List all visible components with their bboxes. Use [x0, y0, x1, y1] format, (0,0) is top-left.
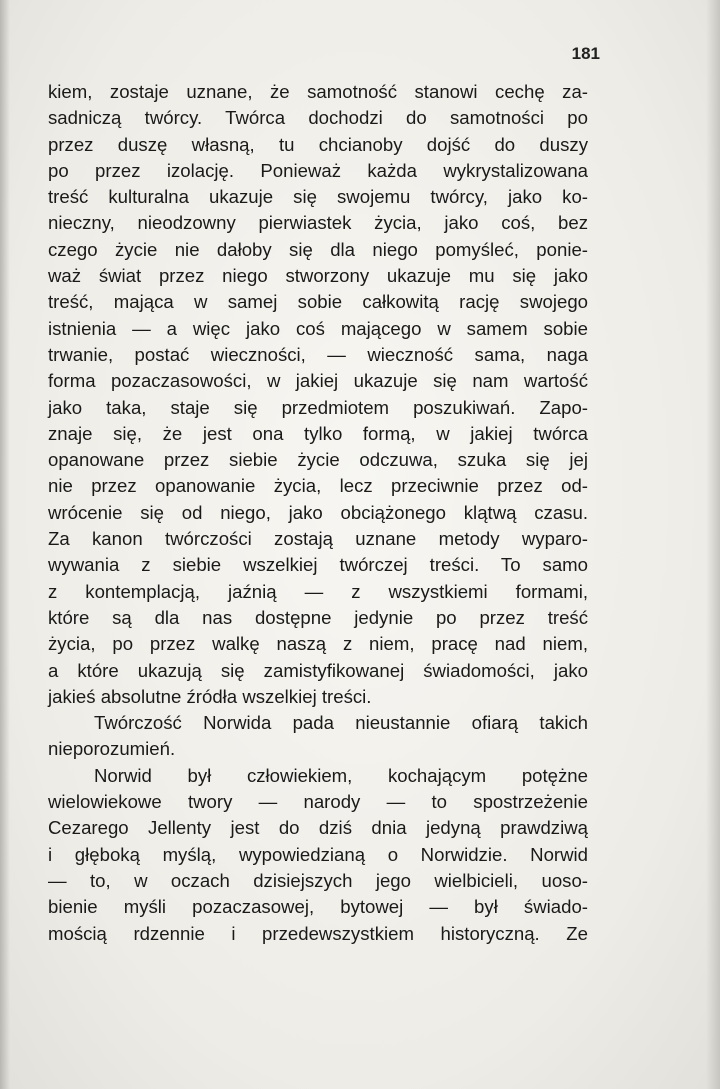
text-line: jakieś absolutne źródła wszelkiej treści. [48, 685, 372, 707]
text-line: nie przez opanowanie życia, lecz przeciwnie przez od- [48, 475, 588, 497]
text-line: mością rdzennie i przedewszystkiem historyczną. Ze [48, 922, 588, 944]
text-line: Cezarego Jellenty jest do dziś dnia jedyną prawdziwą [48, 817, 588, 839]
text-line: nieczny, nieodzowny pierwiastek życia, jako coś, bez [48, 212, 588, 234]
text-line: trwanie, postać wieczności, — wieczność sama, naga [48, 343, 588, 365]
text-line: kiem, zostaje uznane, że samotność stanowi cechę za- [48, 81, 588, 102]
text-line: istnienia — a więc jako coś mającego w samem sobie [48, 317, 588, 339]
text-line: wrócenie się od niego, jako obciążonego klątwą czasu. [48, 501, 588, 523]
text-line: czego życie nie dałoby się dla niego pomyśleć, ponie- [48, 238, 588, 260]
text-line: a które ukazują się zamistyfikowanej świadomości, jako [48, 659, 588, 681]
text-line: — to, w oczach dzisiejszych jego wielbicieli, uoso- [48, 869, 588, 891]
text-line: życia, po przez walkę naszą z niem, pracę nad niem, [48, 633, 588, 655]
text-line: opanowane przez siebie życie odczuwa, szuka się jej [48, 449, 588, 471]
text-line: nieporozumień. [48, 738, 176, 760]
text-line: przez duszę własną, tu chcianoby dojść do duszy [48, 133, 588, 155]
page-number: 181 [571, 44, 600, 63]
text-line: które są dla nas dostępne jedynie po przez treść [48, 606, 588, 628]
text-line: z kontemplacją, jaźnią — z wszystkiemi formami, [48, 580, 588, 602]
text-line: po przez izolację. Ponieważ każda wykrystalizowana [48, 159, 588, 181]
text-line: Norwid był człowiekiem, kochającym potężne [94, 764, 588, 786]
text-line: jako taka, staje się przedmiotem poszukiwań. Zapo- [48, 396, 588, 418]
text-line: bienie myśli pozaczasowej, bytowej — był świado- [48, 896, 588, 918]
text-line: Za kanon twórczości zostają uznane metody wyparo- [48, 528, 588, 550]
text-line: sadniczą twórcy. Twórca dochodzi do samotności po [48, 107, 588, 129]
page-edge-left [0, 0, 10, 1089]
text-line: znaje się, że jest ona tylko formą, w jakiej twórca [48, 422, 588, 444]
text-line: i głęboką myślą, wypowiedzianą o Norwidzie. Norwid [48, 843, 588, 865]
text-line: wielowiekowe twory — narody — to spostrzeżenie [48, 791, 588, 813]
text-line: forma pozaczasowości, w jakiej ukazuje się nam wartość [48, 370, 588, 392]
text-line: treść kulturalna ukazuje się swojemu twórcy, jako ko- [48, 186, 588, 208]
body-text [48, 79, 588, 947]
page-edge-right [706, 0, 720, 1089]
text-line: Twórczość Norwida pada nieustannie ofiarą takich [94, 712, 588, 734]
text-line: treść, mająca w samej sobie całkowitą rację swojego [48, 291, 588, 313]
text-line: waż świat przez niego stworzony ukazuje mu się jako [48, 265, 588, 287]
text-line: wywania z siebie wszelkiej twórczej treści. To samo [48, 554, 588, 576]
